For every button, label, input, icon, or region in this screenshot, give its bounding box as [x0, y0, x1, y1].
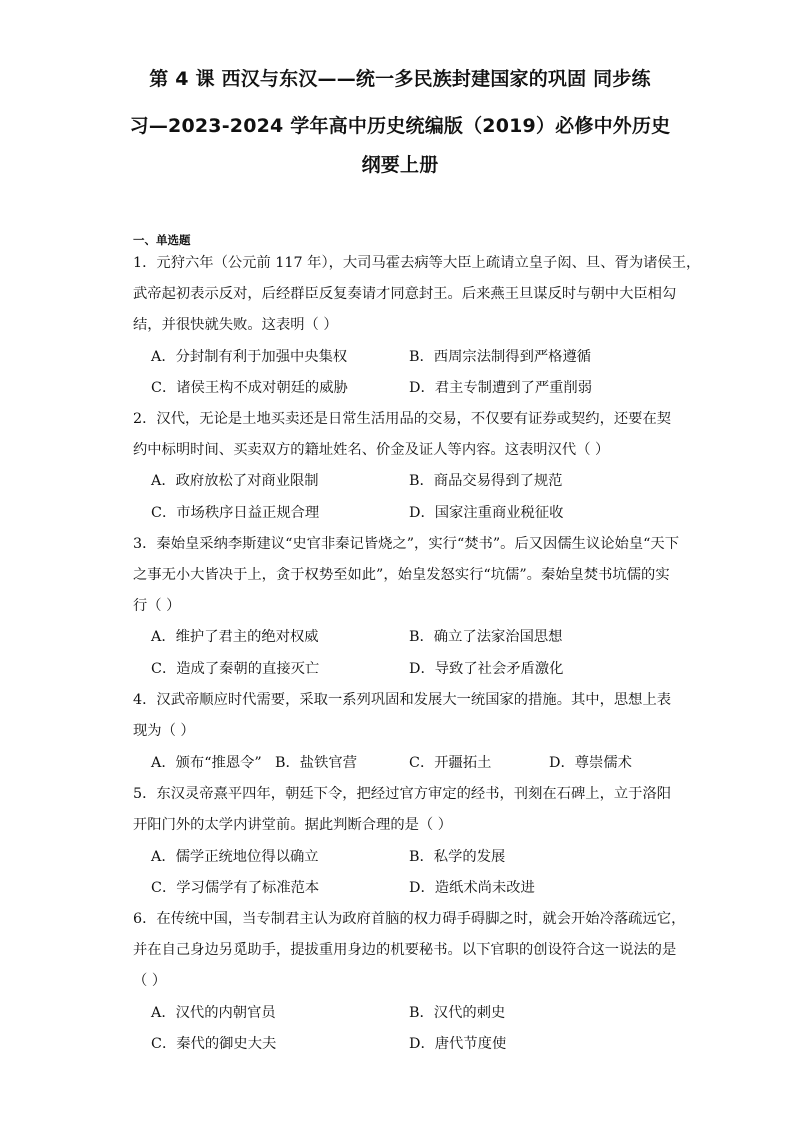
question-2-option-c[interactable]: C．市场秩序日益正规合理: [151, 505, 320, 521]
section-heading: 一、单选题: [133, 233, 191, 247]
question-1-option-d[interactable]: D．君主专制遭到了严重削弱: [409, 380, 593, 396]
question-6-line-1: 6．在传统中国，当专制君主认为政府首脑的权力碍手碍脚之时，就会开始冷落疏远它，: [133, 911, 686, 927]
question-6-option-c[interactable]: C．秦代的御史大夫: [151, 1036, 277, 1052]
question-1-option-c[interactable]: C．诸侯王构不成对朝廷的威胁: [151, 380, 348, 396]
question-4-line-2: 现为（ ）: [133, 723, 195, 739]
question-3-option-c[interactable]: C．造成了秦朝的直接灭亡: [151, 661, 320, 677]
question-3-line-3: 行（ ）: [133, 598, 181, 614]
title-line-3: 纲要上册: [361, 154, 439, 176]
question-4-option-b[interactable]: B．盐铁官营: [275, 755, 357, 771]
question-3-option-a[interactable]: A．维护了君主的绝对权威: [151, 629, 319, 645]
question-2-line-2: 约中标明时间、买卖双方的籍址姓名、价金及证人等内容。这表明汉代（ ）: [133, 442, 610, 458]
question-2-line-1: 2．汉代，无论是土地买卖还是日常生活用品的交易，不仅要有证券或契约，还要在契: [133, 411, 672, 427]
question-1-option-a[interactable]: A．分封制有利于加强中央集权: [151, 349, 348, 365]
question-4-option-a[interactable]: A．颁布“推恩令”: [151, 755, 262, 771]
question-2-option-b[interactable]: B．商品交易得到了规范: [409, 473, 563, 489]
title-line-1: 第 4 课 西汉与东汉——统一多民族封建国家的巩固 同步练: [149, 68, 651, 90]
question-1-line-3: 结，并很快就失败。这表明（ ）: [133, 317, 338, 333]
question-1-line-2: 武帝起初表示反对，后经群臣反复奏请才同意封王。后来燕王旦谋反时与朝中大臣相勾: [133, 286, 677, 302]
question-6-line-3: （ ）: [133, 973, 167, 989]
question-5-option-d[interactable]: D．造纸术尚未改进: [409, 880, 535, 896]
question-6-option-b[interactable]: B．汉代的刺史: [409, 1005, 506, 1021]
title-line-2: 习—2023-2024 学年高中历史统编版（2019）必修中外历史: [129, 115, 671, 137]
question-3-line-1: 3．秦始皇采纳李斯建议“史官非秦记皆烧之”，实行“焚书”。后又因儒生议论始皇“天下: [133, 536, 680, 552]
question-3-line-2: 之事无小大皆决于上，贪于权势至如此”，始皇发怒实行“坑儒”。秦始皇焚书坑儒的实: [133, 567, 670, 583]
question-3-option-b[interactable]: B．确立了法家治国思想: [409, 629, 563, 645]
question-5-line-1: 5．东汉灵帝熹平四年，朝廷下令，把经过官方审定的经书，刊刻在石碑上，立于洛阳: [133, 786, 672, 802]
question-5-option-c[interactable]: C．学习儒学有了标准范本: [151, 880, 320, 896]
question-4-option-d[interactable]: D．尊崇儒术: [549, 755, 632, 771]
question-6-option-a[interactable]: A．汉代的内朝官员: [151, 1005, 276, 1021]
question-2-option-a[interactable]: A．政府放松了对商业限制: [151, 473, 319, 489]
question-5-option-a[interactable]: A．儒学正统地位得以确立: [151, 849, 319, 865]
question-5-option-b[interactable]: B．私学的发展: [409, 849, 506, 865]
question-3-option-d[interactable]: D．导致了社会矛盾激化: [409, 661, 564, 677]
question-4-line-1: 4．汉武帝顺应时代需要，采取一系列巩固和发展大一统国家的措施。其中，思想上表: [133, 692, 672, 708]
question-5-line-2: 开阳门外的太学内讲堂前。据此判断合理的是（ ）: [133, 817, 453, 833]
question-6-option-d[interactable]: D．唐代节度使: [409, 1036, 507, 1052]
question-1-line-1: 1．元狩六年（公元前 117 年），大司马霍去病等大臣上疏请立皇子闳、旦、胥为诸侯王，: [133, 255, 701, 271]
question-2-option-d[interactable]: D．国家注重商业税征收: [409, 505, 564, 521]
question-6-line-2: 并在自己身边另觅助手，提拔重用身边的机要秘书。以下官职的创设符合这一说法的是: [133, 942, 677, 958]
question-1-option-b[interactable]: B．西周宗法制得到严格遵循: [409, 349, 592, 365]
question-4-option-c[interactable]: C．开疆拓土: [409, 755, 492, 771]
